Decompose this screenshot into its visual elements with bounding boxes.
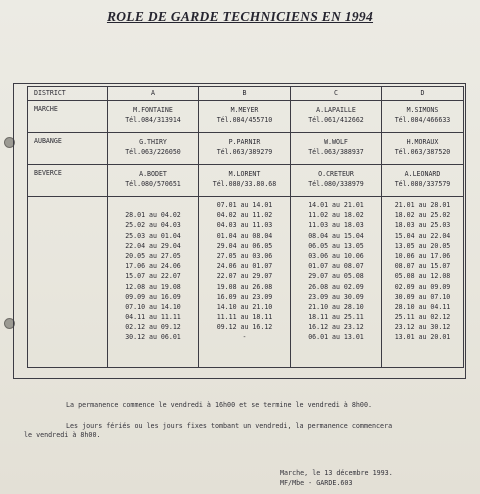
technician-cell — [199, 101, 291, 133]
duty-period: 08.07 au 15.07 — [394, 262, 451, 271]
schedule-group-d — [382, 197, 464, 368]
technician-phone: Tél.063/387520 — [394, 147, 451, 156]
duty-period: 01.04 au 08.04 — [216, 231, 273, 240]
technician-cell — [291, 165, 382, 197]
signature-reference: MF/Mbe - GARDE.603 — [280, 479, 353, 487]
schedule-label-cell — [28, 197, 108, 368]
district-name: MARCHE — [28, 101, 108, 133]
technician-cell — [291, 101, 382, 133]
district-row-beverce — [28, 165, 464, 197]
district-row-marche — [28, 101, 464, 133]
duty-period: 05.08 au 12.08 — [394, 272, 451, 281]
district-name: AUBANGE — [28, 133, 108, 165]
duty-period: 27.05 au 03.06 — [216, 251, 273, 260]
duty-period: 29.04 au 06.05 — [216, 241, 273, 250]
technician-phone: Tél.063/388937 — [308, 147, 364, 156]
duty-period: 04.11 au 11.11 — [125, 313, 181, 322]
duty-period: 09.09 au 16.09 — [125, 292, 181, 301]
header-group-c: C — [291, 87, 382, 101]
technician-name: G.THIRY — [139, 138, 167, 146]
technician-cell — [382, 101, 464, 133]
technician-phone: Tél.084/466633 — [394, 115, 451, 124]
duty-period: 16.12 au 23.12 — [308, 323, 364, 332]
duty-period: 11.11 au 18.11 — [216, 313, 273, 322]
duty-period: 18.02 au 25.02 — [394, 211, 451, 220]
district-name: BEVERCE — [28, 165, 108, 197]
technician-phone: Tél.080/570651 — [125, 179, 181, 188]
technician-name: H.MORAUX — [406, 138, 439, 146]
technician-name: M.SIMONS — [406, 106, 439, 114]
technician-name: P.PARNIR — [228, 138, 261, 146]
duty-period: 25.11 au 02.12 — [394, 313, 451, 322]
technician-name: A.BODET — [139, 170, 167, 178]
header-group-b: B — [199, 87, 291, 101]
duty-period: 02.12 au 09.12 — [125, 323, 181, 332]
technician-phone: Tél.084/455710 — [216, 115, 273, 124]
technician-cell — [291, 133, 382, 165]
duty-period: 19.08 au 26.08 — [216, 282, 273, 291]
technician-cell — [108, 133, 199, 165]
duty-period: 01.07 au 08.07 — [308, 262, 364, 271]
duty-period: 07.01 au 14.01 — [216, 201, 273, 209]
technician-phone: Tél.061/412662 — [308, 115, 364, 124]
header-row — [28, 87, 464, 101]
technician-cell — [199, 165, 291, 197]
duty-period: 21.10 au 28.10 — [308, 302, 364, 311]
technician-name: O.CRETEUR — [318, 170, 354, 178]
technician-phone: Tél.063/389279 — [216, 147, 273, 156]
duty-period: 15.04 au 22.04 — [394, 231, 451, 240]
schedule-group-a — [108, 197, 199, 368]
duty-period: 13.01 au 20.01 — [394, 333, 451, 342]
duty-period: 11.02 au 18.02 — [308, 211, 364, 220]
schedule-group-c — [291, 197, 382, 368]
duty-period: 26.08 au 02.09 — [308, 282, 364, 291]
header-district: DISTRICT — [28, 87, 108, 101]
duty-period: 08.04 au 15.04 — [308, 231, 364, 240]
duty-period: 21.01 au 28.01 — [394, 201, 451, 209]
technician-name: M.FONTAINE — [133, 106, 173, 114]
duty-period: 09.12 au 16.12 — [216, 323, 273, 332]
duty-period: 30.09 au 07.10 — [394, 292, 451, 301]
duty-period: 07.10 au 14.10 — [125, 302, 181, 311]
technician-name: M.MEYER — [230, 106, 259, 114]
technician-phone: Tél.063/226050 — [125, 147, 181, 156]
duty-period: 24.06 au 01.07 — [216, 262, 273, 271]
duty-period: 14.10 au 21.10 — [216, 302, 273, 311]
duty-period: 23.12 au 30.12 — [394, 323, 451, 332]
technician-name: M.LORENT — [228, 170, 261, 178]
note-holidays-cont: le vendredi à 8h00. — [24, 431, 101, 439]
technician-cell — [382, 133, 464, 165]
technician-phone: Tél.080/338979 — [308, 179, 364, 188]
duty-period: 06.01 au 13.01 — [308, 333, 364, 342]
duty-period: 12.08 au 19.08 — [125, 282, 181, 291]
duty-period: 10.06 au 17.06 — [394, 251, 451, 260]
district-row-aubange — [28, 133, 464, 165]
duty-period: 25.02 au 04.03 — [125, 221, 181, 230]
duty-period: - — [242, 333, 247, 342]
duty-period: 13.05 au 20.05 — [394, 241, 451, 250]
duty-period: 16.09 au 23.09 — [216, 292, 273, 301]
duty-period: 29.07 au 05.08 — [308, 272, 364, 281]
duty-period: 11.03 au 18.03 — [308, 221, 364, 230]
technician-name: W.WOLF — [324, 138, 348, 146]
technician-name: A.LEONARD — [404, 170, 441, 178]
header-group-d: D — [382, 87, 464, 101]
technician-cell — [108, 165, 199, 197]
duty-period: 22.04 au 29.04 — [125, 241, 181, 250]
duty-period: 25.03 au 01.04 — [125, 231, 181, 240]
header-group-a: A — [108, 87, 199, 101]
schedule-row — [28, 197, 464, 368]
technician-phone: Tél.080/33.80.68 — [212, 179, 277, 188]
technician-phone: Tél.084/313914 — [125, 115, 181, 124]
technician-phone: Tél.080/337579 — [394, 179, 451, 188]
technician-name: A.LAPAILLE — [316, 106, 356, 114]
signature-place-date: Marche, le 13 décembre 1993. — [280, 469, 393, 477]
duty-period: 04.02 au 11.02 — [216, 211, 273, 220]
note-schedule: La permanence commence le vendredi à 16h00 et se termine le vendredi à 8h00. — [66, 401, 372, 409]
duty-period: 14.01 au 21.01 — [308, 201, 364, 209]
technician-cell — [382, 165, 464, 197]
duty-period: 04.03 au 11.03 — [216, 221, 273, 230]
duty-period: 28.01 au 04.02 — [125, 211, 181, 220]
note-holidays: Les jours fériés ou les jours fixes tombant un vendredi, la permanence commencera — [66, 422, 393, 430]
technician-cell — [199, 133, 291, 165]
duty-period: 06.05 au 13.05 — [308, 241, 364, 250]
duty-period: 17.06 au 24.06 — [125, 262, 181, 271]
duty-period: 20.05 au 27.05 — [125, 251, 181, 260]
duty-period: 23.09 au 30.09 — [308, 292, 364, 301]
duty-period: 15.07 au 22.07 — [125, 272, 181, 281]
duty-roster-table — [27, 86, 464, 368]
duty-period: 28.10 au 04.11 — [394, 302, 451, 311]
technician-cell — [108, 101, 199, 133]
duty-period: 18.11 au 25.11 — [308, 313, 364, 322]
duty-period: 03.06 au 10.06 — [308, 251, 364, 260]
duty-period: 18.03 au 25.03 — [394, 221, 451, 230]
duty-period: 22.07 au 29.07 — [216, 272, 273, 281]
duty-period: 30.12 au 06.01 — [125, 333, 181, 342]
duty-period: 02.09 au 09.09 — [394, 282, 451, 291]
document-title: ROLE DE GARDE TECHNICIENS EN 1994 — [106, 9, 374, 24]
schedule-group-b — [199, 197, 291, 368]
